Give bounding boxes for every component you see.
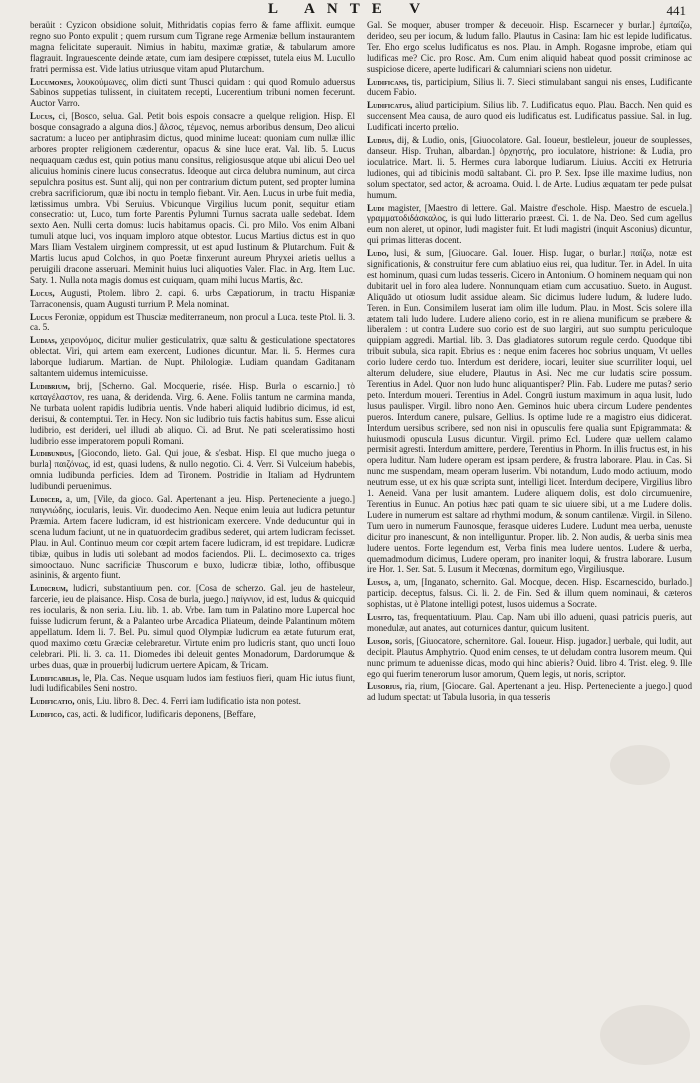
- entry-lemma: Ludificatus,: [367, 100, 413, 111]
- dictionary-entry: [367, 77, 692, 99]
- dictionary-entry: [30, 288, 355, 310]
- dictionary-entry: [367, 135, 692, 200]
- entry-lemma: Ludificatio,: [30, 696, 75, 707]
- entry-lemma: Lusor,: [367, 635, 393, 646]
- dictionary-entry: [30, 111, 355, 286]
- dictionary-entry: [367, 20, 692, 75]
- dictionary-entry: [367, 248, 692, 575]
- entry-definition: magister, [Maestro di lettere. Gal. Maistre d'eschole. Hisp. Maestro de escuela.] γραμματοδιδάσκαλος, is qui ludo litterario præest. Ci. 1. de Na. Deo. Sed cum agellus eum non aleret, ut opinor, ludi magister fuit. Et ludi magistri (inquit Asconius) dicuntur, qui primas litteras docent.: [367, 202, 692, 246]
- dictionary-entry: [30, 20, 355, 75]
- dictionary-entry: [30, 583, 355, 670]
- dictionary-entry: [30, 77, 355, 110]
- dictionary-entry: [30, 673, 355, 695]
- right-column: [367, 20, 692, 1071]
- entry-lemma: Ludifico,: [30, 709, 65, 720]
- entry-lemma: Lucus,: [30, 287, 55, 298]
- entry-definition: χειρονόμος, dicitur mulier gesticulatrix, quæ saltu & gesticulatione spectatores oblectat. Viri, qui artem eam exercent, Ludiones dicuntur. Mar. li. 5. Hermes cura laborque ludiarum. Martian. de Nupt. Philologiæ. Ludiam quandam Gaditanam saltantem uidemus intemicuisse.: [30, 335, 355, 379]
- dictionary-entry: [367, 100, 692, 133]
- dictionary-entry: [30, 696, 355, 707]
- entry-definition: a, um, [Vile, da gioco. Gal. Apertenant a jeu. Hisp. Perteneciente a juego.] παιγνιώδης, iocularis, leuis. Vir. duodecimo Aen. Neque enim leuia aut ludicra petuntur Præmia. Artem facere ludicram, id est histrionicam exercere. Vnde deducuntur qui in scena ludum faciunt, ut ne in quatuordecim gradibus sederet, qui artem ludicram fecisset. Plau. in Aul. Continuo meum cor cœpit artem facere ludicram, id est trepidare. Ludicræ tibiæ, quibus in ludis uti solebant ad modos faciendos. Pli. L. decimosexto ca. triges simooctauo. Nunc sacrificiæ Thuscorum e buxo, ludicræ tibiæ, lotho, offibusque asininis, & argento fiunt.: [30, 494, 355, 581]
- entry-definition: λουκούμωνες, olim dicti sunt Thusci quidam : qui quod Romulo aduersus Sabinos suppetias tulissent, in ciuitatem recepti, Lucerentium tribuni nomen fecerunt. Auctor Varro.: [30, 76, 355, 109]
- entry-definition: Augusti, Ptolem. libro 2. capi. 6. urbs Cæpatiorum, in tractu Hispaniæ Tarraconensis, quam Augusti turrium P. Mela nominat.: [30, 287, 355, 309]
- page-number: 441: [666, 3, 686, 18]
- entry-lemma: Lucus,: [30, 111, 55, 122]
- dictionary-entry: [367, 203, 692, 247]
- entry-definition: ludicri, substantiuum pen. cor. [Cosa de scherzo. Gal. jeu de hasteleur, farcerie, ieu de plaisance. Hisp. Cosa de burla, juego.] παίγνιον, id est, ludus & quicquid res iocularis, & non seria. Liu. lib. 1. ab. Vrbe. Iam tum in Palatino more Lupercal hoc fuisse ludicrum ferunt, & a Palanteo urbe Arcadica Pliateum, deinde Palantinum mōtem appellatum. Idem li. 7. Bel. Pu. simul quod Olympiæ ludicrum ea ætate futurum erat, quod maximo cœtu Græciæ celebraretur. Virtute enim pro ludicris stant, quo uncti Iouo celebrari. Pli. li. 3. ca. 11. Diomedes ibi deleuit gentes Monadorum, Dardorumque & urbes duas, quæ in prouerbij ludicrum uertere Apicam, & Tricam.: [30, 583, 355, 670]
- dictionary-entry: [367, 612, 692, 634]
- entry-definition: Feroniæ, oppidum est Thusciæ mediterraneum, non procul a Luca. teste Ptol. li. 3. ca. 5.: [30, 311, 355, 333]
- entry-lemma: Ludificabilis,: [30, 672, 81, 683]
- page-header: [0, 0, 700, 22]
- entry-definition: beraüit : Cyzicon obsidione soluit, Mithridatis copias ferro & fame afflixit. eumque regno suo Ponto expulit ; quem rursum cum Tigrane rege Armeniæ bellum instaurantem magna felicitate superauit. Nimius in habitu, maximæ gratiæ, & tabularum amore flagrauit. Ingrauescente deinde ætate, cum iam desipere cœpisset, tutela eius M. Lucullo fratri permissa est. Vide latius utriusque vitam apud Plutarchum.: [30, 20, 355, 74]
- dictionary-entry: [30, 709, 355, 720]
- entry-definition: tis, participium, Silius li. 7. Sieci stimulabant sangui nis enses, Ludificante ducem Fabio.: [367, 76, 692, 98]
- left-column: [30, 20, 355, 1071]
- entry-definition: lusi, & sum, [Giuocare. Gal. Iouer. Hisp. Iugar, o burlar.] παίζω, notæ est significationis, & construitur fere cum ablatiuo eius rei, qua luditur. Ter. in Adel. In uita est hominum, quasi cum ludas tesseris. Cicero in Antonium. O hominem nequam qui non dubitarit uel in foro alea ludere. Nonnunquam etiam cum accusatiuo. Sueto. in August. Aliquādo ut otiosum ludit assidue aleam. Sic dicimus ludere ludum, & ludere ludo. Teren. in Eun. Consimilem luserat iam olim ille ludum. Plau. in Most. Scis solere illa ætatem tali ludo ludere. Ludere alieno corio, est in re aliena munificum se præbere & liberalem : ut contra Ludere suo corio est de suo largiri, aut suo sumptu periculoque quippiam aggredi. Martial. lib. 3. Das gladiatores sutorum regule cerdo. Quodque tibi tribuit subula, sica rapit. Ebrius es : neque enim faceres hoc sobrius unquam, Vt uelles corio ludere cerdo tuo. Interdum est deridere, iocari, leuiter siue scurriliter loqui, uel alterum deludere, siue eludere, Plautus in Asi. Nec me cur ludatis scire possum. Terentius in Adel. Quor non ludo hunc aliquantisper? Plin. Fab. Ludere me putas? serio peto. Interdum moueri. Terentius in Adel. Congrū iustum maximum in aqua lusit, ludo lusus paulisper. Virgil. libro nono Aen. Geminos huic ubera circum Ludere pendentes pueros. Interdum canere, pulsare, Gellius. Is optime lude re a magistro eius didicerat. Interdum uersibus scribere, sed non nisi in opusculis fere qualia sunt Epigrammata: & huiusmodi opuscula Lusus dicuntur. Virgil. primo Ecl. Ludere quæ uellem calamo permisit agresti. Interdum amittere, perdere, Terentius in Phorm. In illis fructus est, in his opera luditur. Nam ludere operam est ipsam perdere, & frustra laborare. Plau. in Cas. Si nunc me suspendam, meam operam luserim. Vbi notandum, Ludo modo actiuum, modo neutrum esse, ut ex his quæ scripta sunt, intelligi licet. Interdum decipere, Virgilius libro 1. Aeneid. Vana per lusit amantem. Ludere aliquem dolis, est dolo circumuenire, Terentius in Eunuc. An potius hæc pati quam te sic uiuere sibi, ut a me Ludere dolis. Ludere in numerum est saltare ad rhythmi modum, & sonum cantilenæ. Virgil. in Sileno. Tum uero in numerum Faunosque, ferasque uideres Ludere. Ludunt mea uerba, uenuste dicitur pro inanescunt, & non intelliguntur. Proper. lib. 2. Non audis, & uerba sinis mea ludere uentos. Forte legendum est, Verba finis mea ludere uentos. Ludere & uerba, quemadmodum dicimus, Ludere operam, pro inaniter loqui, & frustra laborare. Lusum ire Hor. 1. Ser. Sat. 5. Lusum it Mecœnas, dormitum ego, Virgiliusque.: [367, 248, 692, 575]
- entry-lemma: Lusorius,: [367, 681, 403, 692]
- dictionary-entry: [367, 681, 692, 703]
- entry-definition: ci, [Bosco, selua. Gal. Petit bois espois consacre a quelque religion. Hisp. El bosque consagrado a alguna dios.] ἄλσος, τέμενος, nemus arboribus densum, Deo alicui sacratum: a luceo per antiphrasim dictus, quod minime luceat: quoniam cum nullæ illic arbores propter religionem cæderentur, opacus & sine luce erat. Val. lib. 5. Lucus nequaquam cædus est, quin potius manu consitus, religiosusque atque ubi alicui Deo uel alicuius hominis cinere lucus consecratus. Ideoque aut circa delubra numinum, aut circa sepulchra positus est. Sunt alij, qui non per contrarium dictum putent, sed propter lumina crebra sacrificiorum, quæ ibi noctu in templo fiebant. Vir. Aen. Lucus in urbe fuit media, lætissimus umbra. Vbi Seruius. Vbicunque Virgilius lucum ponit, sequitur etiam consecratio: ut, Luco, tum forte Parentis Pylumni Turnus sacrata ualle sedebat. Idem sexto Aen. Nulli certa domus: lucis habitamus opacis. Ci. pro Milo. Vos enim Albani tumuli atque luci, vos inquam imploro atque obtestor. Lucus Martius dictus est in quo Mars Iliam Vestalem uirginem compressit, ut est apud Iustinum & Plutarchum. Fuit & Martis lucus apud Colchos, in quo Poetæ finxerunt aureum Phryxei arietis uellus a peruigili dracone asseruari. Meminit huius luci aliquoties Valer. Flac. in Arg. Item Luc. Saty. 1. Nulla nota magis domus est cuiquam, quam mihi lucus Martis, &c.: [30, 111, 355, 285]
- entry-lemma: Ludias,: [30, 335, 58, 346]
- entry-definition: a, um, [Inganato, schernito. Gal. Mocque, decen. Hisp. Escarnescido, burlado.] particip. deceptus, falsus. Ci. li. 2. de Fin. Sed & illum quem nominaui, & cæteros sophistas, ut è Platone intelligi potest, lusos uidemus a Socrate.: [367, 577, 692, 610]
- dictionary-entry: [30, 335, 355, 379]
- dictionary-entry: [30, 494, 355, 581]
- entry-lemma: Ludicrum,: [30, 583, 69, 594]
- dictionary-entry: [367, 636, 692, 680]
- entry-definition: dij, & Ludio, onis, [Giuocolatore. Gal. Ioueur, bestleleur, joueur de souplesses, danseur. Hisp. Truhan, albardan.] ὀρχηστής, pro ioculatore, histrione: & Ludia, pro ioculatrice. Mart. li. 5. Hermes cura laborque ludiarum. Liuius. Acciti ex Hetruria ludiones, qui ad tibicinis modū saltabant. Ci. pro P. Sex. Ipse ille maxime ludius, non solum spectator, sed actor, & acroama. Ouid. l. de Arte. Ludius æquatam ter pede pulsat humum.: [367, 135, 692, 200]
- entry-lemma: Ludius,: [367, 135, 395, 146]
- entry-lemma: Ludi: [367, 202, 385, 213]
- entry-lemma: Ludicer,: [30, 494, 63, 505]
- entry-definition: aliud participium. Silius lib. 7. Ludificatus equo. Plau. Bacch. Nen quid es succensent Mea causa, de auro quod eis ludificatus est. Ludificatus passiue. Sal. in Iug. Ludificati incerto prœlio.: [367, 100, 692, 133]
- text-columns: [30, 20, 692, 1071]
- entry-definition: tas, frequentatiuum. Plau. Cap. Nam ubi illo adueni, quasi patricis pueris, aut monedulæ, aut anates, aut coturnices dantur, quicum lusitent.: [367, 612, 692, 633]
- dictionary-entry: [367, 577, 692, 610]
- entry-lemma: Ludo,: [367, 248, 389, 259]
- entry-definition: cas, acti. & ludificor, ludificaris deponens, [Beffare,: [66, 709, 256, 720]
- dictionary-entry: [30, 448, 355, 492]
- entry-lemma: Ludibundus,: [30, 448, 75, 459]
- entry-lemma: Lusito,: [367, 612, 394, 623]
- running-head: L ANTE V: [267, 1, 433, 17]
- entry-definition: le, Pla. Cas. Neque usquam ludos iam festiuos fieri, quam Hic iutus fiunt, ludi ludificabiles Seni nostro.: [30, 672, 355, 694]
- entry-lemma: Lusus,: [367, 577, 391, 588]
- entry-definition: brij, [Scherno. Gal. Mocquerie, risée. Hisp. Burla o escarnio.] τὸ καταγέλαστον, res uana, & deridenda. Virg. 6. Aene. Foliis tantum ne carmina manda, Ne turbata uolent rapidis ludibria uentis. Vnde haberi aliquid ludibrio dicimus, id est, derisui, & contemptui. Ter. in Hecy. Non sic ludibrio tuis factis habitus sum. Esse alicui ludibrio, est derideri, uel illudi ab aliquo. Ci. ad Brut. Ne pati sceleratissimo hosti ludibrio esse imperatorem populi Romani.: [30, 381, 355, 446]
- entry-lemma: Ludibrium,: [30, 381, 71, 391]
- entry-definition: [Giocondo, lieto. Gal. Qui joue, & s'esbat. Hisp. El que mucho juega o burla] παιζόνως, id est, quasi ludens, & nullo negotio. Ci. 4. Verr. Si Vulceium habebis, omnia ludibunda perficies. Idem ad Tironem. Postridie in Italiam ad Hydruntem ludibundi peruenimus.: [30, 448, 355, 492]
- entry-definition: soris, [Giuocatore, schernitore. Gal. Ioueur. Hisp. jugador.] uerbale, qui ludit, aut decipit. Plautus Amphytrio. Quod enim censes, te ut deludam contra lusorem meum. Qui nunc primum te aduenisse dicas, modo qui hinc abieris? Ouid. libro 4. Trist. eleg. 9. Ille ego qui fuerim tenerorum lusor amorum, Quem legis, ut noris, scriptor.: [367, 635, 692, 679]
- entry-lemma: Lucus: [30, 311, 53, 322]
- entry-lemma: Ludificans,: [367, 76, 409, 87]
- entry-definition: ria, rium, [Giocare. Gal. Apertenant a jeu. Hisp. Perteneciente a juego.] quod ad ludum spectat: ut Tabula lusoria, in qua tesseris: [367, 681, 692, 703]
- entry-lemma: Lucumones,: [30, 76, 74, 87]
- entry-definition: onis, Liu. libro 8. Dec. 4. Ferri iam ludificatio ista non potest.: [76, 696, 301, 707]
- dictionary-entry: [30, 312, 355, 334]
- dictionary-entry: [30, 381, 355, 446]
- entry-definition: Gal. Se moquer, abuser tromper & deceuoir. Hisp. Escarnecer y burlar.] ἐμπαίζω, derideo, seu per iocum, & ludum fallo. Plautus in Casina: Iam hic est lepide ludificatus. Ter. Eho ergo scelus ludificatus es nos. Plau. in Amph. Rogasne improbe, etiam qui ludificas me? Cic. pro Rosc. Am. Cum enim aliquid habeat quod possit criminose ac suspiciose dicere, aperte ludificari & calumniari sciens non uidetur.: [367, 20, 692, 74]
